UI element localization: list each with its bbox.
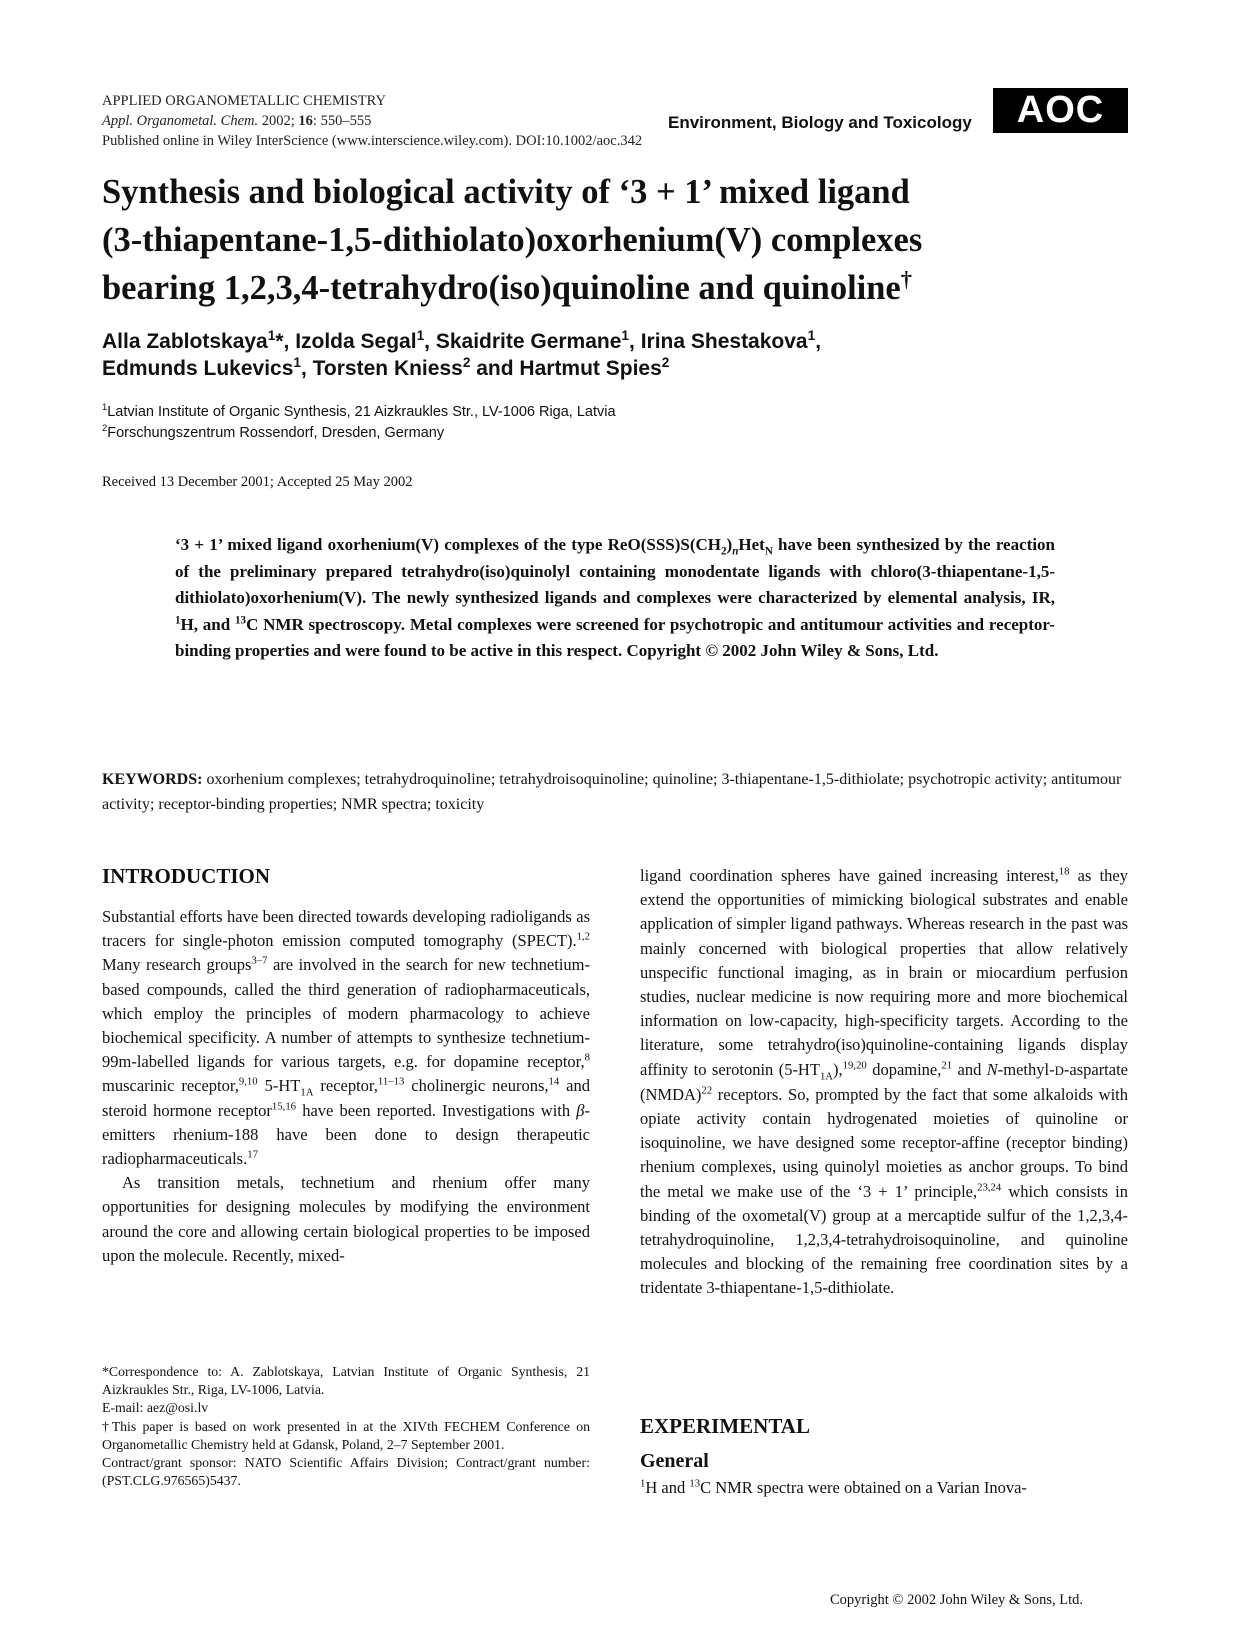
experimental-body: $^1$H and $^{13}$C NMR spectra were obtained on a Varian Inova- xyxy=(640,1477,1027,1497)
affiliation-2: $^2$Forschungszentrum Rossendorf, Dresden, Germany xyxy=(102,422,445,441)
citation: Appl. Organometal. Chem. 2002; 16: 550–555 xyxy=(102,113,372,129)
author-list-line2: Edmunds Lukevics$^1$, Torsten Kniess$^2$ and Hartmut Spies$^2$ xyxy=(102,355,670,380)
correspondence-note: *Correspondence to: A. Zablotskaya, Latvian Institute of Organic Synthesis, 21 Aizkraukles Str., Riga, LV-1006, Latvia. xyxy=(102,1364,590,1398)
keywords: KEYWORDS: oxorhenium complexes; tetrahydroquinoline; tetrahydroisoquinoline; quinoline; 3-thiapentane-1,5-dithiolate; psychotropic activity; antitumour activity; receptor-binding properties; NMR spectra; toxicity xyxy=(102,771,1122,813)
introduction-continued: ligand coordination spheres have gained increasing interest,$^{18}$ as they extend the opportunities of mimicking biological substrates and enable application of simpler ligand pathways. Whereas research in the past was mainly concerned with biological properties that allow relatively unspecific functional imaging, as in brain or miocardium perfusion studies, nuclear medicine is now requiring more and more biochemical information on low-capacity, high-specificity targets. According to the literature, some tetrahydro(iso)quinoline-containing ligands display affinity to serotonin $(5-HT_{1A}),^{19,20}$ dopamine,$^{21}$ and N-methyl-D-aspartate (NMDA)$^{22}$ receptors. So, prompted by the fact that some alkaloids with opiate activity contain hydrogenated moieties of quinoline or isoquinoline, we have designed some receptor-affine (receptor binding) rhenium complexes, using quinolyl moieties as anchor groups. To bind the metal we make use of the ‘3 + 1’ principle,$^{23,24}$ which consists in binding of the oxometal(V) group at a mercaptide sulfur of the 1,2,3,4-tetrahydroquinoline, 1,2,3,4-tetrahydroisoquinoline, and quinoline molecules and blocking of the remaining free coordination sites by a tridentate 3-thiapentane-1,5-dithiolate. xyxy=(640,865,1128,1298)
general-subheading: General xyxy=(640,1450,709,1472)
publication-info: Published online in Wiley InterScience (www.interscience.wiley.com). DOI:10.1002/aoc.342 xyxy=(102,133,643,149)
introduction-body xyxy=(102,905,590,1268)
introduction-heading: INTRODUCTION xyxy=(102,864,271,888)
page-footer-copyright: Copyright © 2002 John Wiley & Sons, Ltd. xyxy=(830,1592,1084,1608)
footnotes xyxy=(102,1363,590,1490)
intro-paragraph-2: As transition metals, technetium and rhenium offer many opportunities for designing molecules by modifying the environment around the core and allowing certain biological properties to be imposed upon the molecule. Recently, mixed- xyxy=(102,1173,590,1265)
section-tag: Environment, Biology and Toxicology xyxy=(668,113,972,132)
email-note: E-mail: aez@osi.lv xyxy=(102,1400,209,1416)
affiliation-1: $^1$Latvian Institute of Organic Synthesis, 21 Aizkraukles Str., LV-1006 Riga, Latvia xyxy=(102,401,616,420)
journal-name: APPLIED ORGANOMETALLIC CHEMISTRY xyxy=(102,93,387,109)
journal-logo: AOC xyxy=(993,88,1128,133)
experimental-heading: EXPERIMENTAL xyxy=(640,1414,810,1438)
article-title: Synthesis and biological activity of ‘3 + 1’ mixed ligand (3-thiapentane-1,5-dithiolato)oxorhenium(V) complexes bearing 1,2,3,4-tetrahydro(iso)quinoline and quinoline† xyxy=(102,173,923,307)
received-dates: Received 13 December 2001; Accepted 25 May 2002 xyxy=(102,474,413,490)
intro-paragraph-1: Substantial efforts have been directed towards developing radioligands as tracers for single-photon emission computed tomography (SPECT).$^{1,2}$ Many research groups$^{3-7}$ are involved in the search for new technetium-based compounds, called the third generation of radiopharmaceuticals, which employ the principles of modern pharmacology to achieve biochemical specificity. A number of attempts to synthesize technetium-99m-labelled ligands for various targets, e.g. for dopamine receptor,$^8$ muscarinic receptor,$^{9,10}$ $5-HT_{1A}$ receptor,$^{11-13}$ cholinergic neurons,$^{14}$ and steroid hormone receptor$^{15,16}$ have been reported. Investigations with β-emitters rhenium-188 have been done to design therapeutic radiopharmaceuticals.$^{17}$ xyxy=(102,907,590,1169)
abstract: ‘3 + 1’ mixed ligand oxorhenium(V) complexes of the type $ReO(SSS)S(CH_2)_nHet_N$ have been synthesized by the reaction of the preliminary prepared tetrahydro(iso)quinolyl containing monodentate ligands with chloro(3-thiapentane-1,5-dithiolato)oxorhenium(V). The newly synthesized ligands and complexes were characterized by elemental analysis, IR, $^1$H, and $^{13}$C NMR spectroscopy. Metal complexes were screened for psychotropic and antitumour activities and receptor-binding properties and were found to be active in this respect. Copyright © 2002 John Wiley & Sons, Ltd. xyxy=(175,535,1055,660)
author-list-line1: Alla Zablotskaya$^1$*, Izolda Segal$^1$, Skaidrite Germane$^1$, Irina Shestakova$^1$, xyxy=(102,328,822,353)
contract-note: Contract/grant sponsor: NATO Scientific Affairs Division; Contract/grant number: (PST.CLG.976565)5437. xyxy=(102,1455,590,1489)
conference-note: †This paper is based on work presented in at the XIVth FECHEM Conference on Organometallic Chemistry held at Gdansk, Poland, 2–7 September 2001. xyxy=(102,1418,590,1452)
